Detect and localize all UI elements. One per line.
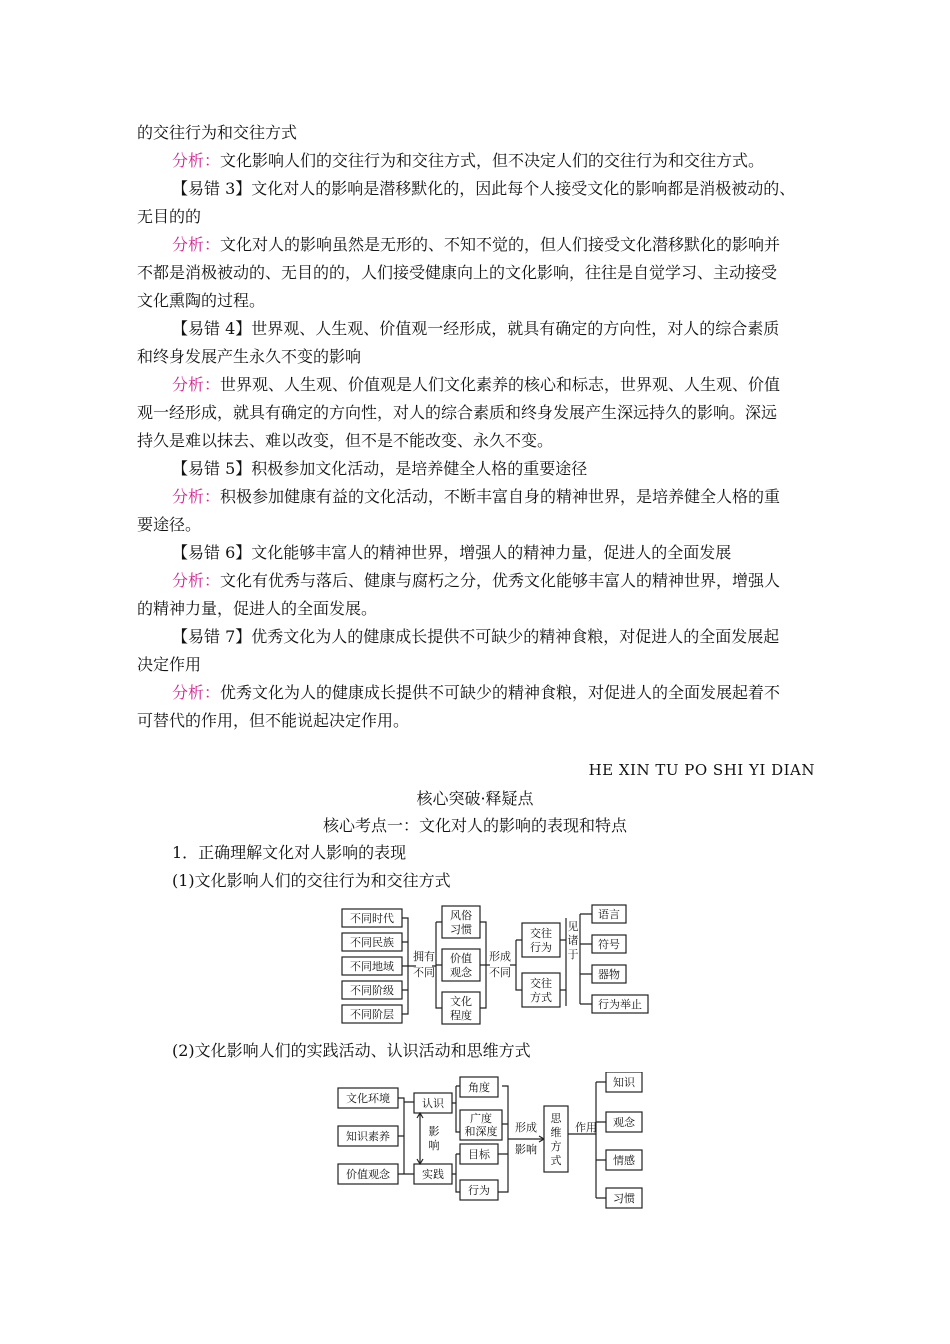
analysis-label: 分析：	[172, 683, 221, 702]
analysis-text: 优秀文化为人的健康成长提供不可缺少的精神食粮，对促进人的全面发展起着不	[220, 683, 781, 702]
diagram-label: 习惯	[450, 923, 472, 936]
diagram-label: 和深度	[464, 1125, 498, 1138]
diagram-label: 拥有	[413, 950, 435, 963]
point-heading: 1．正确理解文化对人影响的表现	[172, 843, 407, 862]
diagram-label: 交往	[530, 977, 552, 990]
diagram-label: 广度	[470, 1112, 492, 1125]
topic-title: 核心考点一：文化对人的影响的表现和特点	[322, 816, 627, 835]
diagram-label: 形成	[515, 1121, 537, 1134]
analysis-label: 分析：	[172, 235, 221, 254]
text-line: 持久是难以抹去、难以改变，但不是不能改变、永久不变。	[137, 431, 554, 450]
analysis-line	[172, 683, 780, 703]
diagram-label: 知识	[613, 1076, 635, 1089]
diagram-label: 程度	[450, 1009, 472, 1022]
diagram-label: 实践	[422, 1168, 444, 1181]
error-item-4: 【易错 4】世界观、人生观、价值观一经形成，就具有确定的方向性，对人的综合素质	[172, 319, 780, 338]
diagram-label: 价值观念	[346, 1168, 390, 1181]
diagram-label: 式	[550, 1154, 562, 1167]
diagram-label: 维	[550, 1126, 562, 1139]
analysis-text: 积极参加健康有益的文化活动，不断丰富自身的精神世界，是培养健全人格的重	[220, 487, 781, 506]
text-line: 的精神力量，促进人的全面发展。	[137, 599, 378, 618]
diagram-label: 不同	[489, 966, 511, 979]
diagram-label: 语言	[598, 908, 620, 921]
subpoint-heading: (2)文化影响人们的实践活动、认识活动和思维方式	[172, 1041, 531, 1060]
diagram-label: 作用	[575, 1121, 597, 1134]
text-line: 和终身发展产生永久不变的影响	[137, 347, 362, 366]
diagram-label: 响	[428, 1139, 440, 1152]
error-item-3: 【易错 3】文化对人的影响是潜移默化的，因此每个人接受文化的影响都是消极被动的、	[172, 179, 796, 198]
diagram-label: 风俗	[450, 909, 472, 922]
diagram-label: 价值	[450, 952, 472, 965]
section-title: 核心突破·释疑点	[416, 789, 534, 808]
text-line: 要途径。	[137, 515, 202, 534]
connector	[398, 1098, 414, 1174]
diagram-label: 行为	[530, 941, 552, 954]
diagram-label: 诸	[567, 934, 579, 947]
diagram-communication	[330, 898, 660, 1032]
connector	[560, 918, 566, 1006]
error-item-5: 【易错 5】积极参加文化活动，是培养健全人格的重要途径	[172, 459, 588, 478]
diagram-thinking	[330, 1072, 660, 1212]
connector	[580, 914, 592, 1004]
text-line: 决定作用	[137, 655, 202, 674]
subpoint-heading: (1)文化影响人们的交往行为和交往方式	[172, 871, 451, 890]
diagram-label: 不同地域	[350, 960, 394, 973]
text-line: 的交往行为和交往方式	[137, 123, 298, 142]
analysis-text: 世界观、人生观、价值观是人们文化素养的核心和标志，世界观、人生观、价值	[220, 375, 781, 394]
diagram-label: 影响	[515, 1143, 537, 1156]
analysis-text: 文化有优秀与落后、健康与腐朽之分，优秀文化能够丰富人的精神世界，增强人	[220, 571, 781, 590]
connector	[596, 1082, 606, 1198]
analysis-label: 分析：	[172, 487, 221, 506]
diagram-label: 角度	[468, 1081, 490, 1094]
diagram-label: 不同阶层	[350, 1008, 394, 1021]
diagram-label: 不同阶级	[350, 984, 394, 997]
diagram-label: 观念	[450, 966, 472, 979]
connector	[452, 1086, 460, 1192]
diagram-label: 不同民族	[350, 936, 394, 949]
diagram-label: 行为	[468, 1184, 490, 1197]
diagram-label: 文化	[450, 995, 472, 1008]
diagram-label: 不同时代	[350, 912, 394, 925]
diagram-label: 思	[550, 1112, 562, 1125]
analysis-text: 文化对人的影响虽然是无形的、不知不觉的，但人们接受文化潜移默化的影响并	[220, 235, 781, 254]
diagram-label: 交往	[530, 927, 552, 940]
diagram-label: 方	[550, 1140, 562, 1153]
text-line: 不都是消极被动的、无目的的，人们接受健康向上的文化影响，往往是自觉学习、主动接受	[137, 263, 778, 282]
diagram-label: 习惯	[613, 1192, 635, 1205]
analysis-label: 分析：	[172, 571, 221, 590]
arrow-icon	[417, 1113, 423, 1164]
diagram-label: 于	[567, 948, 579, 961]
analysis-label: 分析：	[172, 375, 221, 394]
connector	[480, 922, 490, 1008]
connector	[432, 922, 442, 1008]
analysis-line	[172, 235, 780, 255]
connector	[510, 940, 522, 990]
pinyin-heading: HE XIN TU PO SHI YI DIAN	[588, 761, 815, 779]
diagram-label: 见	[567, 920, 579, 933]
analysis-line	[172, 571, 780, 591]
text-line: 无目的的	[137, 207, 202, 226]
diagram-label: 文化环境	[346, 1092, 390, 1105]
analysis-line	[172, 375, 780, 395]
diagram-label: 知识素养	[346, 1130, 390, 1143]
diagram-label: 器物	[598, 968, 620, 981]
analysis-line	[172, 487, 780, 507]
diagram-label: 影	[428, 1125, 440, 1138]
diagram-label: 目标	[468, 1148, 490, 1161]
diagram-label: 符号	[598, 938, 620, 951]
connector	[498, 1086, 544, 1192]
error-item-6: 【易错 6】文化能够丰富人的精神世界，增强人的精神力量，促进人的全面发展	[172, 543, 732, 562]
diagram-label: 观念	[613, 1116, 635, 1129]
analysis-line	[172, 151, 764, 171]
diagram-label: 行为举止	[598, 998, 642, 1011]
diagram-label: 不同	[413, 966, 435, 979]
text-line: 文化熏陶的过程。	[137, 291, 266, 310]
analysis-text: 文化影响人们的交往行为和交往方式，但不决定人们的交往行为和交往方式。	[220, 151, 765, 170]
text-line: 观一经形成，就具有确定的方向性，对人的综合素质和终身发展产生深远持久的影响。深远	[137, 403, 778, 422]
diagram-label: 情感	[613, 1154, 635, 1167]
diagram-label: 形成	[489, 950, 511, 963]
analysis-label: 分析：	[172, 151, 221, 170]
text-line: 可替代的作用，但不能说起决定作用。	[137, 711, 410, 730]
diagram-label: 方式	[530, 991, 552, 1004]
error-item-7: 【易错 7】优秀文化为人的健康成长提供不可缺少的精神食粮，对促进人的全面发展起	[172, 627, 780, 646]
diagram-label: 认识	[422, 1097, 444, 1110]
